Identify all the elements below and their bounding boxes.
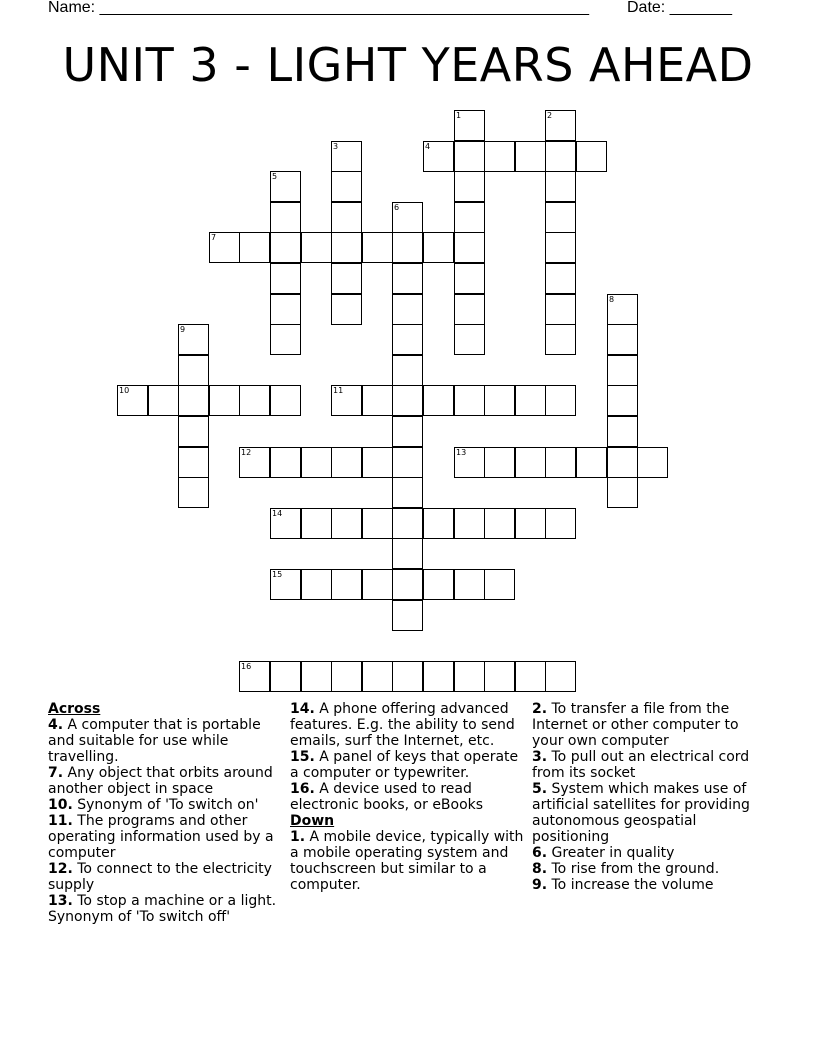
crossword-cell[interactable] [362,569,393,600]
crossword-cell[interactable] [484,508,515,539]
across-clue [48,813,288,861]
crossword-cell[interactable] [392,294,423,325]
crossword-cell[interactable] [545,324,576,355]
crossword-cell[interactable] [270,202,301,233]
date-blank[interactable]: _______ [669,0,732,16]
crossword-cell[interactable] [331,385,362,416]
crossword-cell[interactable] [454,294,485,325]
across-clue [48,893,288,925]
crossword-cell[interactable] [607,355,638,386]
crossword-cell[interactable] [178,416,209,447]
down-clue [532,749,762,781]
crossword-cell[interactable] [392,263,423,294]
crossword-cell[interactable] [239,661,270,692]
clue-number: 6. [532,845,548,861]
crossword-cell[interactable] [454,447,485,478]
crossword-cell[interactable] [392,569,423,600]
cell-number: 5 [272,172,278,181]
crossword-cell[interactable] [270,171,301,202]
across-clue [48,797,288,813]
clue-text: A phone offering advanced features. E.g. the ability to send emails, surf the Internet, etc. [290,701,515,749]
crossword-cell[interactable] [545,171,576,202]
clue-text: Any object that orbits around another object in space [48,765,273,797]
cell-number: 3 [333,142,339,151]
crossword-cell[interactable] [301,447,332,478]
crossword-cell[interactable] [454,263,485,294]
clue-number: 3. [532,749,548,765]
clue-text: To pull out an electrical cord from its socket [532,749,750,781]
across-clue [48,717,288,765]
clue-text: To increase the volume [547,877,714,893]
across-clue [290,781,528,813]
crossword-cell[interactable] [454,569,485,600]
crossword-cell[interactable] [392,477,423,508]
crossword-cell[interactable] [454,232,485,263]
crossword-cell[interactable] [209,385,240,416]
crossword-cell[interactable] [270,385,301,416]
clue-number: 12. [48,861,73,877]
crossword-cell[interactable] [607,416,638,447]
crossword-cell[interactable] [331,569,362,600]
crossword-cell[interactable] [423,508,454,539]
crossword-cell[interactable] [362,385,393,416]
down-clue [532,845,762,861]
crossword-cell[interactable] [484,141,515,172]
clue-text: To transfer a file from the Internet or other computer to your own computer [532,701,739,749]
crossword-cell[interactable] [484,661,515,692]
crossword-cell[interactable] [178,385,209,416]
down-clue [290,829,528,893]
crossword-cell[interactable] [117,385,148,416]
crossword-cell[interactable] [454,171,485,202]
cell-number: 8 [609,295,615,304]
crossword-cell[interactable] [331,232,362,263]
crossword-cell[interactable] [545,385,576,416]
crossword-cell[interactable] [423,232,454,263]
cell-number: 4 [425,142,431,151]
crossword-cell[interactable] [545,110,576,141]
crossword-cell[interactable] [454,508,485,539]
page-title: UNIT 3 - LIGHT YEARS AHEAD [62,38,754,92]
crossword-cell[interactable] [484,447,515,478]
cell-number: 2 [547,111,553,120]
crossword-cell[interactable] [423,661,454,692]
clues-column-1 [48,701,288,925]
crossword-cell[interactable] [331,294,362,325]
crossword-cell[interactable] [209,232,240,263]
crossword-cell[interactable] [392,385,423,416]
crossword-cell[interactable] [392,508,423,539]
crossword-cell[interactable] [454,385,485,416]
clue-number: 10. [48,797,73,813]
clues-column-2 [290,701,528,893]
crossword-cell[interactable] [331,141,362,172]
crossword-cell[interactable] [270,324,301,355]
date-label: Date: [627,0,670,16]
clue-number: 14. [290,701,315,717]
name-label: Name: [48,0,100,16]
clue-text: A panel of keys that operate a computer or typewriter. [290,749,519,781]
crossword-cell[interactable] [454,141,485,172]
crossword-cell[interactable] [239,447,270,478]
clue-number: 1. [290,829,306,845]
crossword-cell[interactable] [515,141,546,172]
crossword-cell[interactable] [545,232,576,263]
crossword-cell[interactable] [301,661,332,692]
cell-number: 12 [241,448,252,457]
cell-number: 14 [272,509,283,518]
clue-text: To rise from the ground. [547,861,720,877]
across-heading: Across [48,701,101,717]
cell-number: 16 [241,662,252,671]
clue-number: 2. [532,701,548,717]
crossword-cell[interactable] [545,141,576,172]
down-clue [532,701,762,749]
crossword-cell[interactable] [454,110,485,141]
crossword-cell[interactable] [178,477,209,508]
clue-number: 16. [290,781,315,797]
crossword-cell[interactable] [270,447,301,478]
crossword-cell[interactable] [392,202,423,233]
cell-number: 1 [456,111,462,120]
clue-text: A mobile device, typically with a mobile operating system and touchscreen but similar to a computer. [290,829,524,893]
crossword-cell[interactable] [331,661,362,692]
crossword-cell[interactable] [454,202,485,233]
across-clue [48,861,288,893]
cell-number: 9 [180,325,186,334]
clue-text: Synonym of 'To switch on' [72,797,259,813]
crossword-cell[interactable] [392,661,423,692]
crossword-cell[interactable] [545,447,576,478]
clue-text: A computer that is portable and suitable for use while travelling. [48,717,261,765]
down-clue [532,861,762,877]
clue-number: 8. [532,861,548,877]
down-clue [532,877,762,893]
crossword-cell[interactable] [301,508,332,539]
crossword-cell[interactable] [515,447,546,478]
crossword-cell[interactable] [392,447,423,478]
crossword-cell[interactable] [301,569,332,600]
clue-text: System which makes use of artificial satellites for providing autonomous geospatial positioning [532,781,750,845]
crossword-cell[interactable] [331,447,362,478]
clue-number: 11. [48,813,73,829]
clue-number: 13. [48,893,73,909]
clue-number: 5. [532,781,548,797]
clue-text: Greater in quality [547,845,675,861]
crossword-cell[interactable] [607,385,638,416]
crossword-cell[interactable] [392,355,423,386]
crossword-cell[interactable] [270,569,301,600]
crossword-cell[interactable] [392,416,423,447]
cell-number: 11 [333,386,344,395]
crossword-cell[interactable] [545,263,576,294]
crossword-cell[interactable] [423,569,454,600]
crossword-cell[interactable] [423,385,454,416]
crossword-cell[interactable] [331,171,362,202]
crossword-cell[interactable] [301,232,332,263]
down-heading: Down [290,813,335,829]
across-clue [48,765,288,797]
across-clue [290,701,528,749]
crossword-cell[interactable] [607,294,638,325]
crossword-cell[interactable] [392,538,423,569]
crossword-cell[interactable] [392,600,423,631]
clue-text: To stop a machine or a light. Synonym of 'To switch off' [48,893,277,925]
crossword-cell[interactable] [239,232,270,263]
crossword-cell[interactable] [484,385,515,416]
crossword-cell[interactable] [545,508,576,539]
crossword-cell[interactable] [454,324,485,355]
name-blank[interactable]: _______________________________________________________ [99,0,589,16]
crossword-cell[interactable] [607,324,638,355]
crossword-cell[interactable] [423,141,454,172]
crossword-cell[interactable] [576,447,607,478]
crossword-cell[interactable] [270,508,301,539]
crossword-cell[interactable] [515,508,546,539]
crossword-cell[interactable] [362,661,393,692]
crossword-cell[interactable] [270,661,301,692]
crossword-cell[interactable] [607,477,638,508]
cell-number: 10 [119,386,130,395]
crossword-cell[interactable] [178,324,209,355]
crossword-cell[interactable] [362,447,393,478]
crossword-cell[interactable] [484,569,515,600]
clue-text: A device used to read electronic books, or eBooks [290,781,484,813]
cell-number: 6 [394,203,400,212]
cell-number: 15 [272,570,283,579]
crossword-cell[interactable] [148,385,179,416]
crossword-cell[interactable] [576,141,607,172]
crossword-cell[interactable] [362,232,393,263]
across-clue [290,749,528,781]
crossword-cell[interactable] [637,447,668,478]
crossword-cell[interactable] [545,294,576,325]
crossword-cell[interactable] [270,294,301,325]
crossword-cell[interactable] [178,355,209,386]
clue-number: 4. [48,717,64,733]
crossword-cell[interactable] [362,508,393,539]
crossword-cell[interactable] [545,661,576,692]
crossword-cell[interactable] [515,385,546,416]
down-clue [532,781,762,845]
crossword-cell[interactable] [607,447,638,478]
crossword-cell[interactable] [331,263,362,294]
cell-number: 7 [211,233,217,242]
clues-column-3 [532,701,762,893]
crossword-cell[interactable] [270,232,301,263]
crossword-cell[interactable] [454,661,485,692]
crossword-cell[interactable] [331,508,362,539]
crossword-cell[interactable] [331,202,362,233]
crossword-cell[interactable] [515,661,546,692]
crossword-cell[interactable] [178,447,209,478]
crossword-cell[interactable] [392,232,423,263]
clue-number: 7. [48,765,64,781]
clue-text: To connect to the electricity supply [48,861,272,893]
crossword-cell[interactable] [270,263,301,294]
clue-number: 15. [290,749,315,765]
crossword-cell[interactable] [239,385,270,416]
crossword-cell[interactable] [545,202,576,233]
cell-number: 13 [456,448,467,457]
clue-text: The programs and other operating information used by a computer [48,813,274,861]
crossword-cell[interactable] [392,324,423,355]
clue-number: 9. [532,877,548,893]
